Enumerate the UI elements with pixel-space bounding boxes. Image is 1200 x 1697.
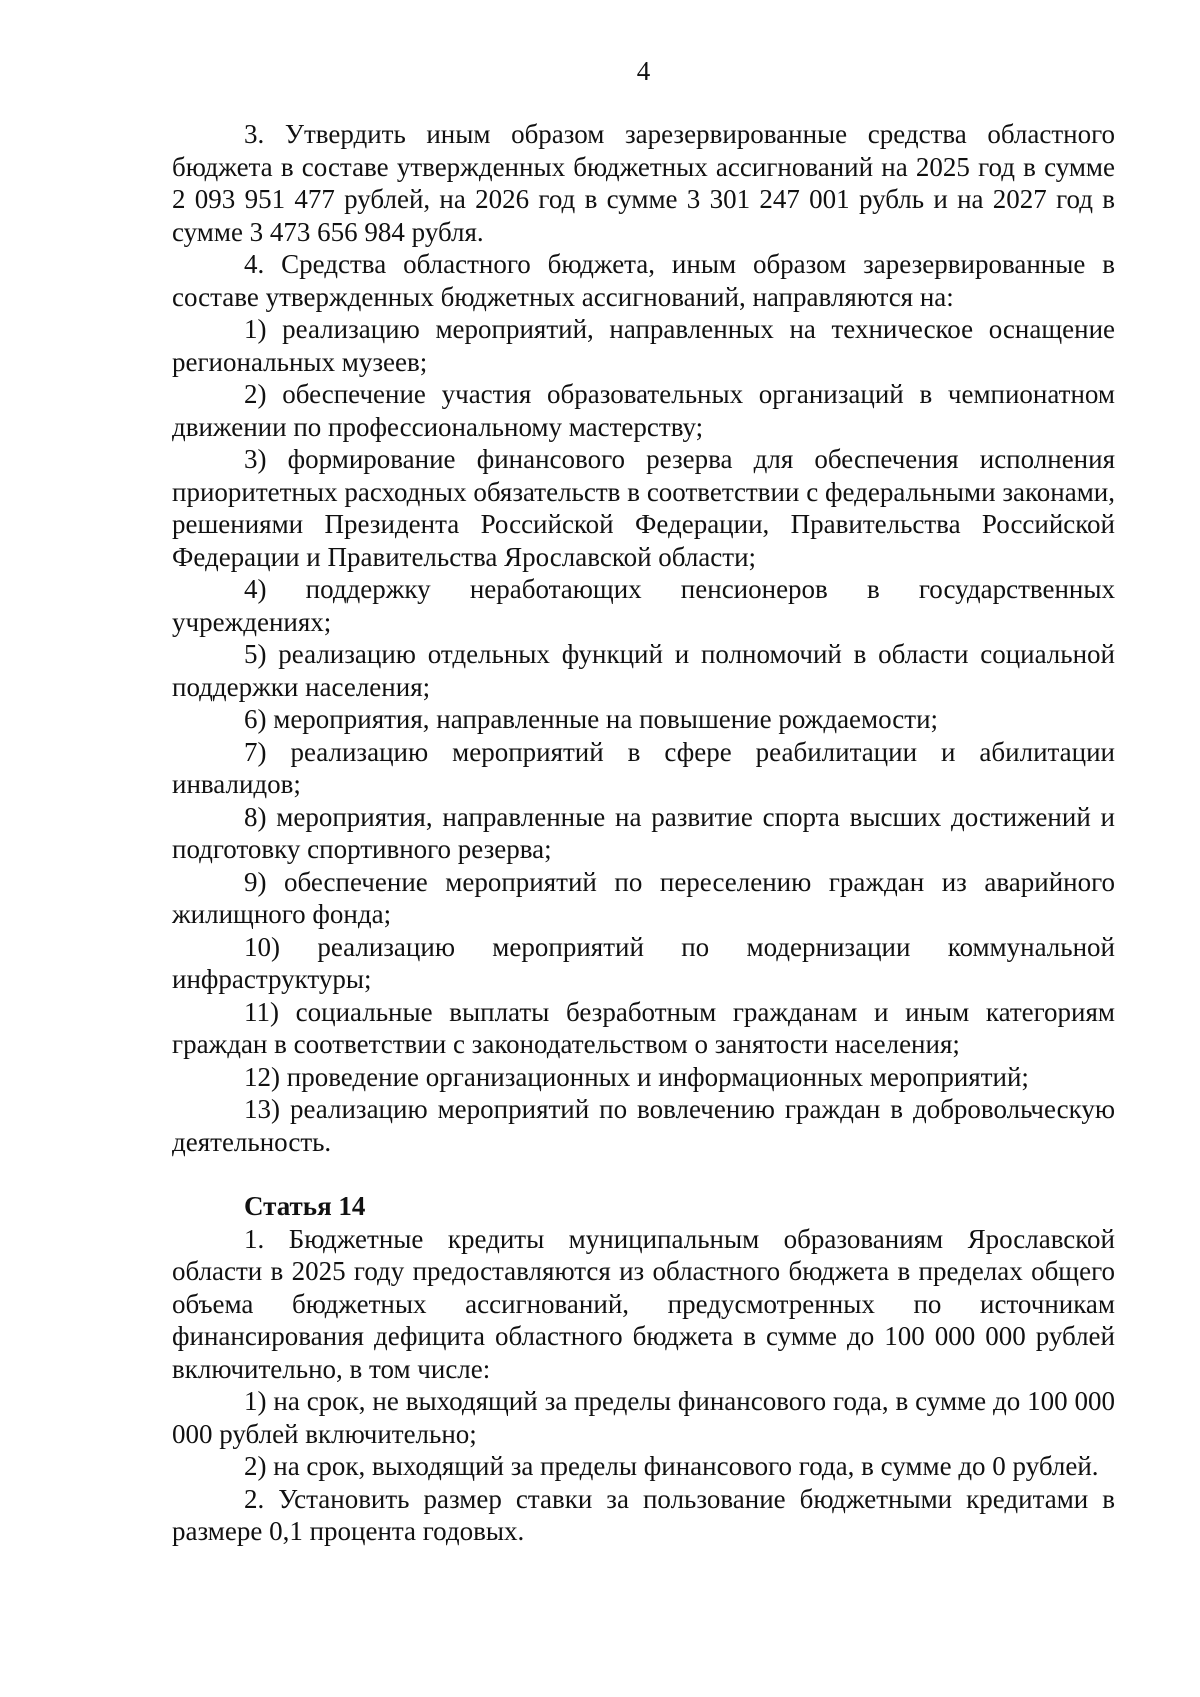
list-item-9: 9) обеспечение мероприятий по переселению граждан из аварийного жилищного фонда; xyxy=(172,866,1115,929)
paragraph-3-reserved-funds: 3. Утвердить иным образом зарезервированные средства областного бюджета в составе утвержденных бюджетных ассигнований на 2025 год в сумме 2 093 951 477 рублей, на 2026 год в сумме 3 301 247 001 рубль и на 2027 год в сумме 3 473 656 984 рубля. xyxy=(172,119,1115,247)
list-item-7: 7) реализацию мероприятий в сфере реабилитации и абилитации инвалидов; xyxy=(172,736,1115,799)
page-number: 4 xyxy=(636,56,651,86)
list-item-2: 2) обеспечение участия образовательных организаций в чемпионатном движении по профессиональному мастерству; xyxy=(172,379,1115,442)
article-14-subitem-2: 2) на срок, выходящий за пределы финансового года, в сумме до 0 рублей. xyxy=(244,1451,1099,1481)
list-item-10: 10) реализацию мероприятий по модернизации коммунальной инфраструктуры; xyxy=(172,931,1115,994)
document-body xyxy=(172,118,1115,1548)
list-item-1: 1) реализацию мероприятий, направленных на техническое оснащение региональных музеев; xyxy=(172,314,1115,377)
article-14-paragraph-1: 1. Бюджетные кредиты муниципальным образованиям Ярославской области в 2025 году предоставляются из областного бюджета в пределах общего объема бюджетных ассигнований, предусмотренных по источникам финансирования дефицита областного бюджета в сумме до 100 000 000 рублей включительно, в том числе: xyxy=(172,1223,1115,1384)
list-item-12: 12) проведение организационных и информационных мероприятий; xyxy=(244,1061,1029,1092)
paragraph-4-reserved-funds-purposes: 4. Средства областного бюджета, иным образом зарезервированные в составе утвержденных бюджетных ассигнований, направляются на: xyxy=(172,249,1115,312)
list-item-11: 11) социальные выплаты безработным гражданам и иным категориям граждан в соответствии с законодательством о занятости населения; xyxy=(172,996,1115,1059)
article-14-subitem-1: 1) на срок, не выходящий за пределы финансового года, в сумме до 100 000 000 рублей включительно; xyxy=(172,1386,1115,1449)
list-item-13: 13) реализацию мероприятий по вовлечению граждан в добровольческую деятельность. xyxy=(172,1094,1115,1157)
article-14-paragraph-2: 2. Установить размер ставки за пользование бюджетными кредитами в размере 0,1 процента годовых. xyxy=(172,1483,1115,1546)
list-item-3: 3) формирование финансового резерва для обеспечения исполнения приоритетных расходных обязательств в соответствии с федеральными законами, решениями Президента Российской Федерации, Правительства Российской Федерации и Правительства Ярославской области; xyxy=(172,444,1115,572)
list-item-4: 4) поддержку неработающих пенсионеров в государственных учреждениях; xyxy=(172,574,1115,637)
article-heading: Статья 14 xyxy=(244,1191,366,1221)
list-item-8: 8) мероприятия, направленные на развитие спорта высших достижений и подготовку спортивного резерва; xyxy=(172,801,1115,864)
list-item-5: 5) реализацию отдельных функций и полномочий в области социальной поддержки населения; xyxy=(172,639,1115,702)
list-item-6: 6) мероприятия, направленные на повышение рождаемости; xyxy=(244,704,939,734)
